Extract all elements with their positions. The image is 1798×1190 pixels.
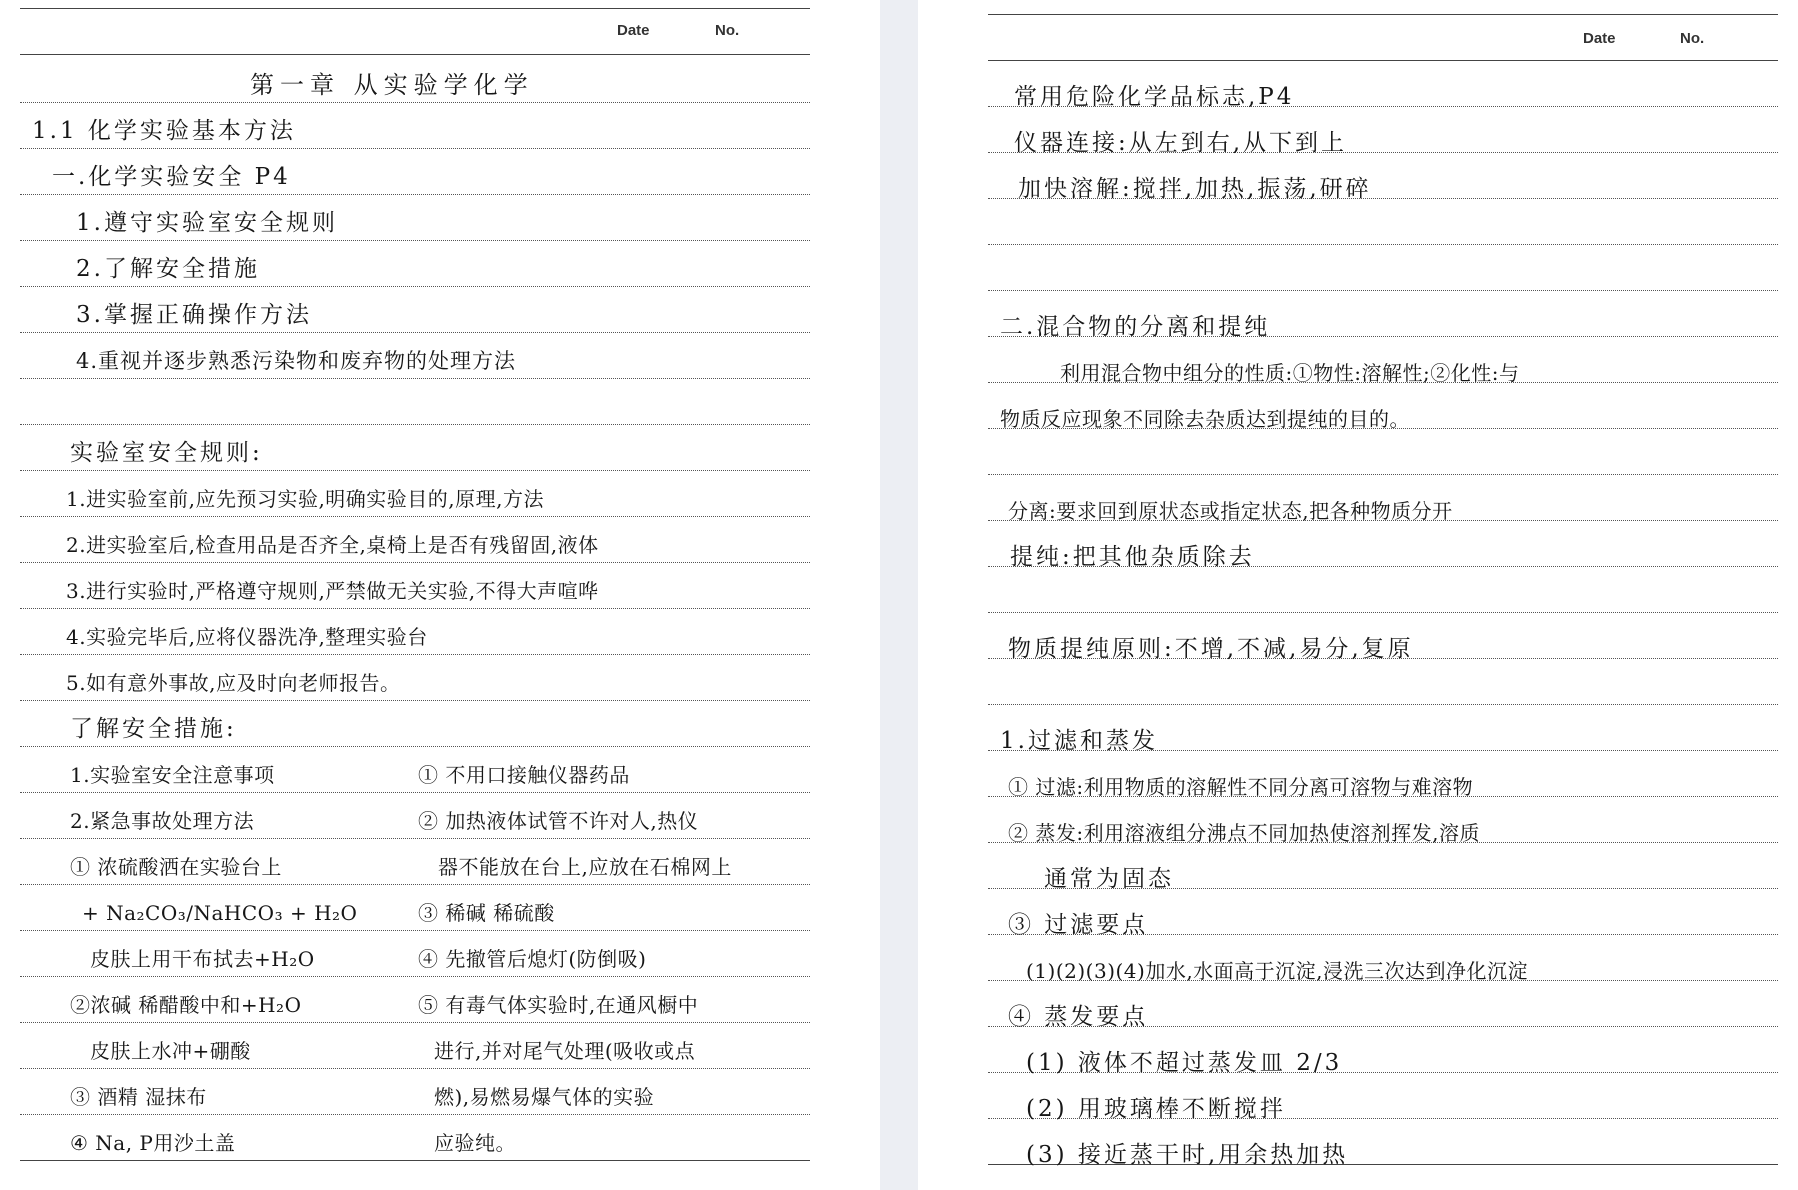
note-line-col2: ③ 稀碱 稀硫酸 (418, 901, 555, 925)
ruled-line (20, 332, 810, 333)
ruled-line (20, 1068, 810, 1069)
note-line: 皮肤上用干布拭去+H₂O (90, 947, 315, 971)
note-line: 物质反应现象不同除去杂质达到提纯的目的。 (1000, 407, 1410, 431)
ruled-line (20, 562, 810, 563)
ruled-line (20, 608, 810, 609)
note-line-col2: 应验纯。 (434, 1131, 516, 1155)
note-line: 利用混合物中组分的性质:①物性:溶解性;②化性:与 (1060, 361, 1520, 385)
note-line-col2: ⑤ 有毒气体实验时,在通风橱中 (418, 993, 699, 1017)
header-rule (988, 60, 1778, 61)
ruled-line (988, 290, 1778, 291)
notebook-page-right (918, 0, 1798, 1190)
note-line: (1)(2)(3)(4)加水,水面高于沉淀,浸洗三次达到净化沉淀 (1026, 959, 1529, 983)
measures-heading: 了解安全措施: (70, 716, 237, 742)
ruled-line (20, 654, 810, 655)
ruled-line (20, 1160, 810, 1161)
ruled-line (20, 148, 810, 149)
note-line: 4.实验完毕后,应将仪器洗净,整理实验台 (66, 625, 428, 649)
note-line: 2.进实验室后,检查用品是否齐全,桌椅上是否有残留固,液体 (66, 533, 599, 557)
note-line: 加快溶解:搅拌,加热,振荡,研碎 (1018, 176, 1372, 202)
note-line: ③ 酒精 湿抹布 (70, 1085, 207, 1109)
notebook-page-left (0, 0, 880, 1190)
note-line: (3) 接近蒸干时,用余热加热 (1026, 1142, 1349, 1168)
ruled-line (20, 838, 810, 839)
ruled-line (20, 700, 810, 701)
note-line: 物质提纯原则:不增,不减,易分,复原 (1008, 636, 1414, 662)
no-label: No. (1680, 30, 1705, 47)
date-label: Date (617, 22, 650, 39)
chapter-title: 第一章 从实验学化学 (250, 71, 534, 99)
note-line: 分离:要求回到原状态或指定状态,把各种物质分开 (1008, 499, 1453, 523)
note-line-col2: ① 不用口接触仪器药品 (418, 763, 630, 787)
note-line: 皮肤上水冲+硼酸 (90, 1039, 251, 1063)
note-line: ④ Na, P用沙土盖 (70, 1131, 236, 1155)
note-line-col2: ② 加热液体试管不许对人,热仪 (418, 809, 699, 833)
ruled-line (20, 930, 810, 931)
note-line: 仪器连接:从左到右,从下到上 (1014, 130, 1348, 156)
ruled-line (20, 1114, 810, 1115)
top-rule (988, 14, 1778, 15)
ruled-line (20, 286, 810, 287)
note-line: 1.实验室安全注意事项 (70, 763, 275, 787)
ruled-line (988, 244, 1778, 245)
note-line-col2: 进行,并对尾气处理(吸收或点 (434, 1039, 696, 1063)
formula-line: + Na₂CO₃/NaHCO₃ + H₂O (82, 901, 358, 925)
note-line: 1.进实验室前,应先预习实验,明确实验目的,原理,方法 (66, 487, 545, 511)
ruled-line (20, 792, 810, 793)
note-line: 3.进行实验时,严格遵守规则,严禁做无关实验,不得大声喧哗 (66, 579, 599, 603)
note-line: 提纯:把其他杂质除去 (1010, 544, 1255, 570)
note-line: 2.了解安全措施 (76, 256, 260, 282)
note-line: (1) 液体不超过蒸发皿 2/3 (1026, 1050, 1343, 1076)
ruled-line (20, 424, 810, 425)
top-rule (20, 8, 810, 9)
note-line: 2.紧急事故处理方法 (70, 809, 255, 833)
note-line-col2: ④ 先撤管后熄灯(防倒吸) (418, 947, 647, 971)
section-heading: 二.混合物的分离和提纯 (1000, 314, 1271, 340)
section-heading: 1.1 化学实验基本方法 (32, 118, 296, 144)
note-line: 3.掌握正确操作方法 (76, 302, 312, 328)
note-line-col2: 燃),易燃易爆气体的实验 (434, 1085, 655, 1109)
ruled-line (988, 474, 1778, 475)
note-line: ① 浓硫酸洒在实验台上 (70, 855, 282, 879)
note-line: ② 蒸发:利用溶液组分沸点不同加热使溶剂挥发,溶质 (1008, 821, 1480, 845)
ruled-line (20, 378, 810, 379)
date-label: Date (1583, 30, 1616, 47)
ruled-line (20, 746, 810, 747)
note-line-col2: 器不能放在台上,应放在石棉网上 (438, 855, 732, 879)
note-line: ③ 过滤要点 (1008, 912, 1149, 938)
page-gutter (880, 0, 918, 1190)
subsection-heading: 1.过滤和蒸发 (1000, 728, 1158, 754)
ruled-line (20, 516, 810, 517)
subsection-heading: 一.化学实验安全 P4 (52, 164, 291, 190)
no-label: No. (715, 22, 740, 39)
ruled-line (20, 976, 810, 977)
note-line: 1.遵守实验室安全规则 (76, 210, 338, 236)
ruled-line (988, 612, 1778, 613)
note-line: ① 过滤:利用物质的溶解性不同分离可溶物与难溶物 (1008, 775, 1474, 799)
note-line: 常用危险化学品标志,P4 (1014, 84, 1295, 110)
rules-heading: 实验室安全规则: (70, 440, 263, 466)
ruled-line (20, 194, 810, 195)
ruled-line (988, 704, 1778, 705)
note-line: ②浓碱 稀醋酸中和+H₂O (70, 993, 302, 1017)
ruled-line (20, 240, 810, 241)
note-line: 5.如有意外事故,应及时向老师报告。 (66, 671, 401, 695)
note-line: (2) 用玻璃棒不断搅拌 (1026, 1096, 1286, 1122)
note-line: 通常为固态 (1044, 866, 1174, 892)
ruled-line (20, 470, 810, 471)
ruled-line (20, 884, 810, 885)
ruled-line (20, 102, 810, 103)
note-line: 4.重视并逐步熟悉污染物和废弃物的处理方法 (76, 349, 517, 373)
note-line: ④ 蒸发要点 (1008, 1004, 1149, 1030)
ruled-line (20, 1022, 810, 1023)
header-rule (20, 54, 810, 55)
